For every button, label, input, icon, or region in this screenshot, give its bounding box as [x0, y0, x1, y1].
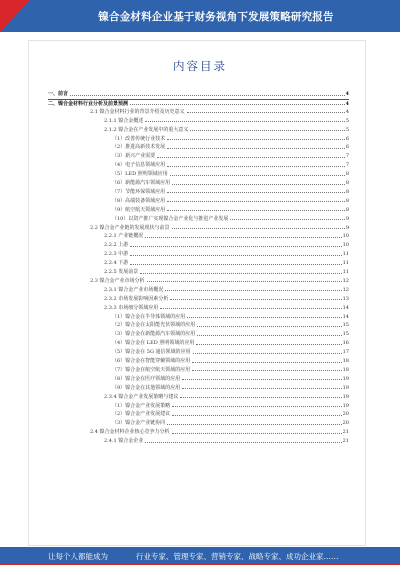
toc-entry-page: 8	[345, 188, 349, 195]
header-banner	[0, 0, 400, 32]
footer-slogan-right: 行业专家、管理专家、营销专家、战略专家、成功企业家……	[136, 552, 339, 561]
toc-leader-dots	[145, 441, 341, 443]
toc-leader-dots	[165, 289, 341, 291]
toc-entry-title: 2.3 镍合金产业市场分析	[90, 277, 145, 284]
toc-entry-title: （6）新能源汽车领域应用	[112, 180, 171, 186]
toc-entry-page: 21	[342, 438, 349, 445]
toc-entry[interactable]	[48, 90, 349, 97]
toc-leader-dots	[192, 361, 341, 363]
toc-entry[interactable]	[104, 393, 349, 400]
toc-entry-page: 19	[342, 375, 349, 382]
toc-entry[interactable]	[112, 410, 349, 417]
toc-leader-dots	[167, 138, 345, 140]
toc-leader-dots	[193, 352, 342, 354]
toc-entry-title: （2）推进高新技术发展	[112, 144, 166, 151]
toc-entry-page: 21	[342, 429, 349, 436]
toc-entry[interactable]	[112, 313, 349, 320]
toc-entry[interactable]	[104, 241, 349, 248]
toc-leader-dots	[160, 307, 341, 309]
toc-entry-page: 16	[342, 340, 349, 347]
toc-leader-dots	[180, 396, 341, 398]
toc-entry-page: 18	[342, 366, 349, 373]
toc-leader-dots	[172, 405, 341, 407]
toc-entry-title: （8）高端装备领域应用	[112, 197, 166, 204]
toc-entry-title: 2.1.2 镍合金在产业发展中的重大意义	[104, 126, 189, 133]
toc-entry[interactable]	[104, 286, 349, 293]
toc-leader-dots	[182, 378, 341, 380]
toc-leader-dots	[187, 316, 341, 318]
toc-leader-dots	[145, 236, 341, 238]
toc-entry-title: 2.4.1 镍合金企业	[104, 438, 144, 445]
toc-entry[interactable]	[104, 304, 349, 311]
toc-entry-title: 2.2.3 中游	[104, 251, 129, 258]
toc-entry-title: 2.1 镍合金材料行业的背景介绍及历史意义	[90, 108, 185, 115]
toc-entry-title: 2.1.1 镍合金概述	[104, 117, 144, 124]
toc-entry-title: 2.3.4 镍合金产业发展策略与建议	[104, 393, 179, 400]
toc-entry-page: 8	[345, 206, 349, 213]
toc-entry-title: 2.4 镍合金材料企业核心竞争力分析	[90, 429, 170, 436]
toc-leader-dots	[197, 325, 341, 327]
toc-leader-dots	[187, 111, 345, 113]
toc-leader-dots	[172, 183, 345, 185]
toc-entry-page: 10	[342, 233, 349, 240]
toc-entry-title: （3）镍合金产业链协同	[112, 420, 166, 427]
toc-entry-page: 14	[342, 304, 349, 311]
toc-entry-page: 11	[342, 260, 349, 267]
toc-leader-dots	[170, 174, 345, 176]
toc-entry[interactable]	[112, 375, 349, 382]
toc-leader-dots	[130, 254, 341, 256]
toc-entry-page: 19	[342, 393, 349, 400]
toc-entry-page: 11	[342, 269, 349, 275]
toc-entry[interactable]	[112, 143, 349, 150]
toc-entry[interactable]	[112, 179, 349, 186]
toc-entry-title: 二、镍合金材料行业分析及前景预测	[48, 100, 129, 107]
toc-leader-dots	[147, 280, 342, 282]
toc-entry[interactable]	[112, 321, 349, 328]
toc-entry[interactable]	[112, 339, 349, 346]
toc-entry[interactable]	[112, 215, 349, 222]
toc-entry-title: （3）镍合金在新能源汽车领域的应用	[112, 331, 196, 338]
toc-entry[interactable]	[112, 419, 349, 426]
toc-entry-page: 6	[345, 135, 349, 142]
toc-entry-title: 2.2.1 产业链概况	[104, 233, 144, 240]
toc-entry[interactable]	[112, 188, 349, 195]
toc-entry[interactable]	[48, 99, 349, 107]
toc-entry[interactable]	[112, 135, 349, 142]
toc-entry-page: 7	[345, 153, 349, 160]
toc-entry-title: 2.3.2 市场发展影响因素分析	[104, 295, 169, 302]
toc-entry-title: 2.2.5 发展前景	[104, 269, 139, 275]
header-accent-triangle	[0, 0, 30, 32]
toc-entry-title: （2）镍合金产业发展建议	[112, 411, 171, 418]
toc-entry-page: 15	[342, 331, 349, 338]
toc-entry[interactable]	[104, 126, 349, 133]
toc-entry-title: 2.2.2 上游	[104, 242, 129, 249]
toc-leader-dots	[230, 218, 344, 220]
toc-entry[interactable]	[104, 259, 349, 266]
report-title: 镍合金材料企业基于财务视角下发展策略研究报告	[98, 11, 334, 23]
toc-entry-page: 7	[345, 162, 349, 169]
toc-entry[interactable]	[112, 206, 349, 213]
toc-entry-page: 8	[345, 197, 349, 204]
toc-leader-dots	[167, 165, 345, 167]
toc-leader-dots	[167, 209, 345, 211]
toc-entry-page: 5	[345, 117, 349, 124]
toc-leader-dots	[192, 369, 341, 371]
toc-entry-title: （4）电子信息领域应用	[112, 162, 166, 169]
toc-leader-dots	[130, 103, 345, 105]
toc-entry-title: （2）镍合金在太阳能光伏领域的应用	[112, 322, 196, 329]
toc-entry-page: 20	[342, 411, 349, 418]
toc-title: 内容目录	[173, 59, 227, 73]
toc-leader-dots	[167, 200, 345, 202]
toc-entry-page: 13	[342, 295, 349, 302]
toc-leader-dots	[167, 191, 345, 193]
toc-entry-title: （8）镍合金在医疗领域的应用	[112, 375, 181, 382]
toc-entry[interactable]	[90, 277, 349, 284]
toc-entry-title: 2.3.1 镍合金产业市场概况	[104, 286, 164, 293]
toc-entry[interactable]	[112, 348, 349, 355]
toc-leader-dots	[70, 94, 345, 96]
toc-entry[interactable]	[104, 232, 349, 239]
toc-leader-dots	[196, 343, 341, 345]
toc-entry[interactable]	[112, 357, 349, 364]
toc-leader-dots	[145, 120, 345, 122]
toc-leader-dots	[167, 423, 341, 425]
toc-entry-page: 10	[342, 242, 349, 249]
toc-entry-page: 19	[342, 402, 349, 409]
toc-entry-page: 4	[345, 108, 349, 115]
toc-entry-page: 8	[345, 171, 349, 178]
toc-entry[interactable]	[112, 152, 349, 159]
toc-entry[interactable]	[104, 250, 349, 257]
toc-leader-dots	[130, 263, 341, 265]
toc-entry-title: （7）节能环保领域应用	[112, 188, 166, 195]
toc-entry[interactable]	[104, 117, 349, 124]
toc-entry-title: （10）以资产推广实现镍合金产业化与推进产业发展	[112, 215, 229, 222]
toc-entry[interactable]	[112, 366, 349, 373]
toc-leader-dots	[190, 129, 344, 131]
toc-entry-title: （7）镍合金在航空航天领域的应用	[112, 366, 191, 373]
toc-leader-dots	[170, 298, 341, 300]
toc-leader-dots	[182, 387, 341, 389]
toc-entry-page: 8	[345, 180, 349, 186]
toc-entry[interactable]	[104, 437, 349, 444]
toc-leader-dots	[172, 227, 345, 229]
toc-entry-page: 4	[345, 91, 349, 97]
toc-entry-page: 19	[342, 384, 349, 391]
toc-leader-dots	[172, 414, 341, 416]
toc-leader-dots	[140, 272, 341, 274]
toc-entry[interactable]	[112, 161, 349, 168]
toc-entry-page: 14	[342, 313, 349, 320]
toc-entry-title: （6）镍合金在智能穿戴领域的应用	[112, 358, 191, 364]
toc-leader-dots	[172, 432, 342, 434]
toc-entry[interactable]	[90, 224, 349, 231]
toc-entry[interactable]	[90, 108, 349, 115]
toc-entry-title: 2.3.3 市场细分领域应用	[104, 304, 159, 311]
toc-entry[interactable]	[112, 170, 349, 177]
toc-entry[interactable]	[112, 197, 349, 204]
toc-entry-title: （5）LED 照明领域应用	[112, 171, 168, 178]
toc-leader-dots	[130, 245, 341, 247]
toc-entry-title: （9）航空航天领域应用	[112, 206, 166, 213]
toc-entry[interactable]	[112, 402, 349, 409]
toc-entry-page: 18	[342, 358, 349, 364]
toc-entry-title: （1）镍合金产业发展策略	[112, 402, 171, 409]
toc-entry[interactable]	[112, 384, 349, 391]
toc-entry-title: （1）镍合金在半导体领域的应用	[112, 313, 186, 320]
toc-entry-page: 11	[342, 251, 349, 258]
toc-entry-title: （9）镍合金在其他领域的应用	[112, 384, 181, 391]
toc-entry-title: 一、前言	[48, 91, 69, 97]
toc-entry-title: （4）镍合金在 LED 照明领域的应用	[112, 340, 195, 347]
toc-entry-title: （1）改善传统行业技术	[112, 135, 166, 142]
toc-entry-title: （5）镍合金在 5G 通信领域的应用	[112, 349, 191, 356]
toc-entry[interactable]	[104, 268, 349, 275]
toc-entry[interactable]	[90, 428, 349, 435]
toc-leader-dots	[197, 334, 341, 336]
toc-entry-title: 2.2.4 下游	[104, 260, 129, 267]
toc-entry-page: 12	[342, 286, 349, 293]
toc-entry-page: 20	[342, 420, 349, 427]
toc-leader-dots	[157, 156, 345, 158]
toc-entry-page: 4	[345, 100, 349, 107]
toc-entry-page: 5	[345, 126, 349, 133]
toc-entry-title: （3）新兴产业需要	[112, 153, 156, 160]
toc-entry-page: 15	[342, 322, 349, 329]
toc-entry-page: 12	[342, 277, 349, 284]
toc-entry-page: 17	[342, 349, 349, 356]
footer-slogan-left: 让每个人都能成为	[48, 552, 108, 561]
toc-entry-page: 9	[345, 215, 349, 222]
toc-entry[interactable]	[104, 295, 349, 302]
toc-entry-title: 2.2 镍合金产业链的发展现状与前景	[90, 224, 170, 231]
toc-entry-page: 6	[345, 144, 349, 151]
toc-entry-page: 9	[345, 224, 349, 231]
toc-entry[interactable]	[112, 330, 349, 337]
toc-leader-dots	[167, 147, 345, 149]
